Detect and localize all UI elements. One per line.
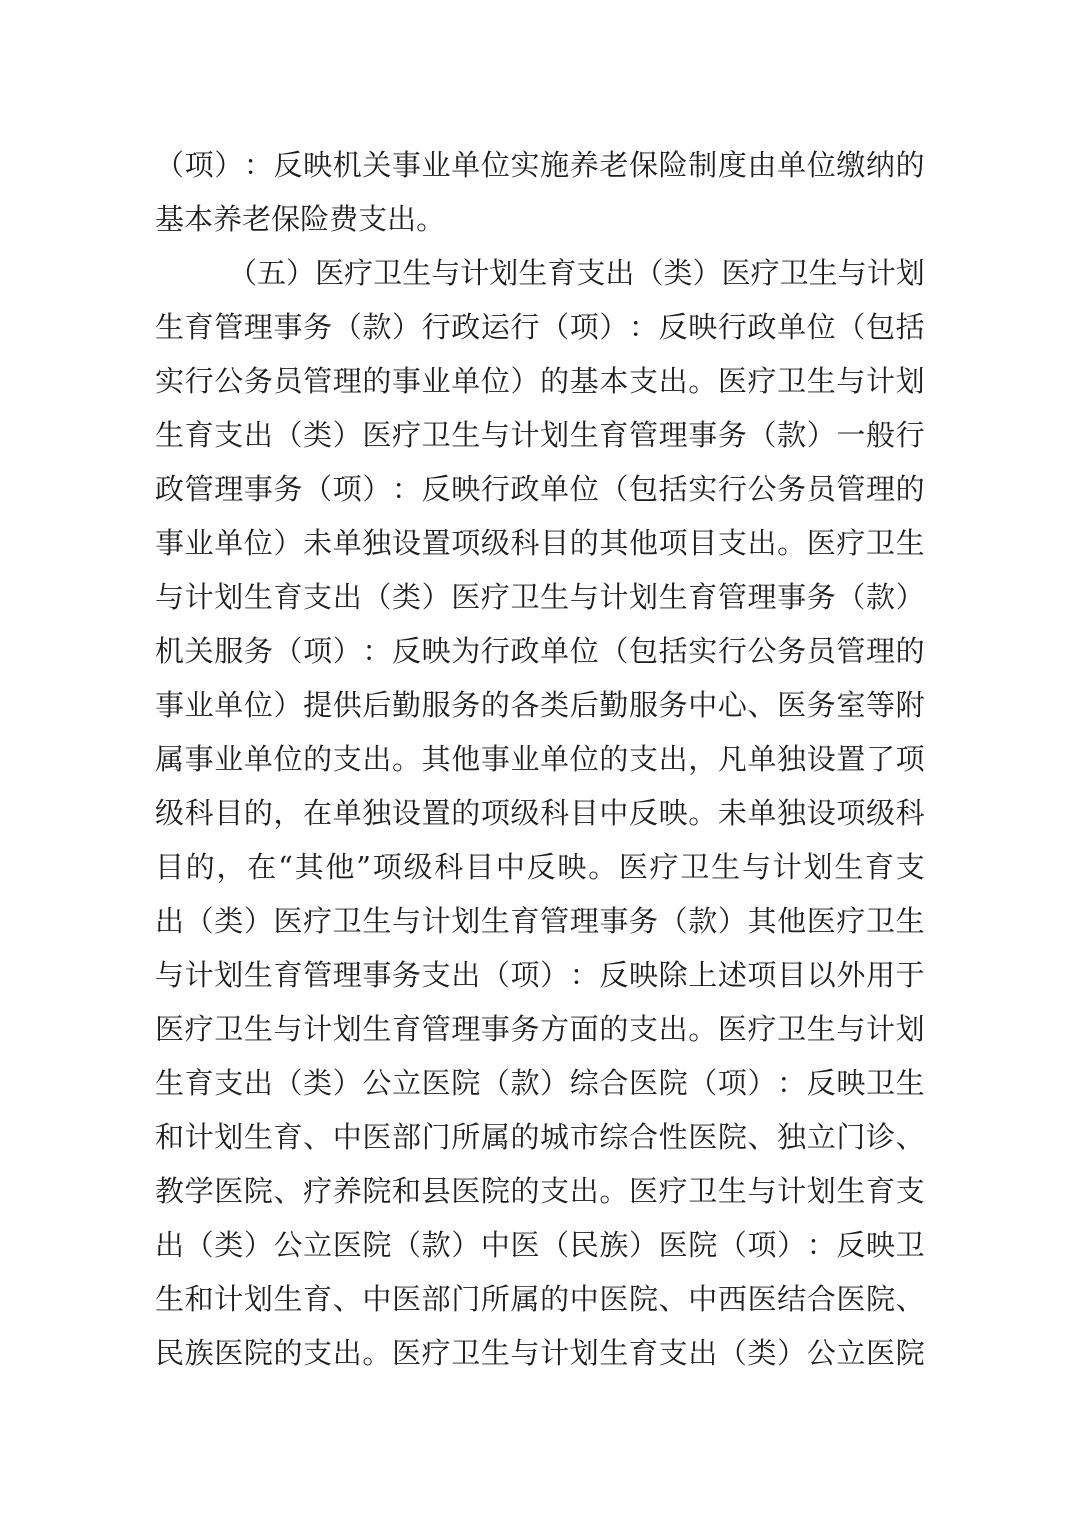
text-line: 事 业 单 位 ） 提 供 后 勤 服 务 的 各 类 后 勤 服 务 中 心 、 医 务 室 等 附 <box>155 687 925 722</box>
text-line: 出 （ 类 ） 医 疗 卫 生 与 计 划 生 育 管 理 事 务 （ 款 ） 其 他 医 疗 卫 生 <box>155 903 925 938</box>
text-line: 生 育 支 出 （ 类 ） 医 疗 卫 生 与 计 划 生 育 管 理 事 务 （ 款 ） 一 般 行 <box>155 417 925 452</box>
text-line: （ 五 ） 医 疗 卫 生 与 计 划 生 育 支 出 （ 类 ） 医 疗 卫 生 与 计 划 <box>228 255 925 290</box>
text-line: 与 计 划 生 育 支 出 （ 类 ） 医 疗 卫 生 与 计 划 生 育 管 理 事 务 （ 款 ） <box>155 579 925 614</box>
text-line: 生 育 管 理 事 务 （ 款 ） 行 政 运 行 （ 项 ） ： 反 映 行 政 单 位 （ 包 括 <box>155 309 925 344</box>
text-line: 政 管 理 事 务 （ 项 ） ： 反 映 行 政 单 位 （ 包 括 实 行 公 务 员 管 理 的 <box>155 471 925 506</box>
paragraph-pension-insurance-continuation <box>155 138 925 246</box>
paragraph-section-five-medical-health <box>155 246 925 1380</box>
text-line: 与 计 划 生 育 管 理 事 务 支 出 （ 项 ） ： 反 映 除 上 述 项 目 以 外 用 于 <box>155 957 925 992</box>
text-line: 属 事 业 单 位 的 支 出 。 其 他 事 业 单 位 的 支 出 ， 凡 单 独 设 置 了 项 <box>155 741 925 776</box>
text-line: 生 育 支 出 （ 类 ） 公 立 医 院 （ 款 ） 综 合 医 院 （ 项 ） ： 反 映 卫 生 <box>155 1065 925 1100</box>
text-line: （ 项 ） ： 反 映 机 关 事 业 单 位 实 施 养 老 保 险 制 度 由 单 位 缴 纳 的 <box>155 147 925 182</box>
text-line: 实 行 公 务 员 管 理 的 事 业 单 位 ） 的 基 本 支 出 。 医 疗 卫 生 与 计 划 <box>155 363 925 398</box>
text-line: 生 和 计 划 生 育 、 中 医 部 门 所 属 的 中 医 院 、 中 西 医 结 合 医 院 、 <box>155 1281 925 1316</box>
page-body-text <box>155 138 925 1380</box>
text-line: 事 业 单 位 ） 未 单 独 设 置 项 级 科 目 的 其 他 项 目 支 出 。 医 疗 卫 生 <box>155 525 925 560</box>
text-line: 机 关 服 务 （ 项 ） ： 反 映 为 行 政 单 位 （ 包 括 实 行 公 务 员 管 理 的 <box>155 633 925 668</box>
text-line: 出 （ 类 ） 公 立 医 院 （ 款 ） 中 医 （ 民 族 ） 医 院 （ 项 ） ： 反 映 卫 <box>155 1227 925 1262</box>
text-line: 教 学 医 院 、 疗 养 院 和 县 医 院 的 支 出 。 医 疗 卫 生 与 计 划 生 育 支 <box>155 1173 925 1208</box>
text-line: 目 的 ， 在 “ 其 他 ” 项 级 科 目 中 反 映 。 医 疗 卫 生 与 计 划 生 育 支 <box>155 849 925 884</box>
text-line: 级 科 目 的 ， 在 单 独 设 置 的 项 级 科 目 中 反 映 。 未 单 独 设 项 级 科 <box>155 795 925 830</box>
text-line: 医 疗 卫 生 与 计 划 生 育 管 理 事 务 方 面 的 支 出 。 医 疗 卫 生 与 计 划 <box>155 1011 925 1046</box>
text-line: 和 计 划 生 育 、 中 医 部 门 所 属 的 城 市 综 合 性 医 院 、 独 立 门 诊 、 <box>155 1119 925 1154</box>
text-line: 民 族 医 院 的 支 出 。 医 疗 卫 生 与 计 划 生 育 支 出 （ 类 ） 公 立 医 院 <box>155 1335 925 1370</box>
text-line: 基 本 养 老 保 险 费 支 出 。 <box>155 201 446 236</box>
